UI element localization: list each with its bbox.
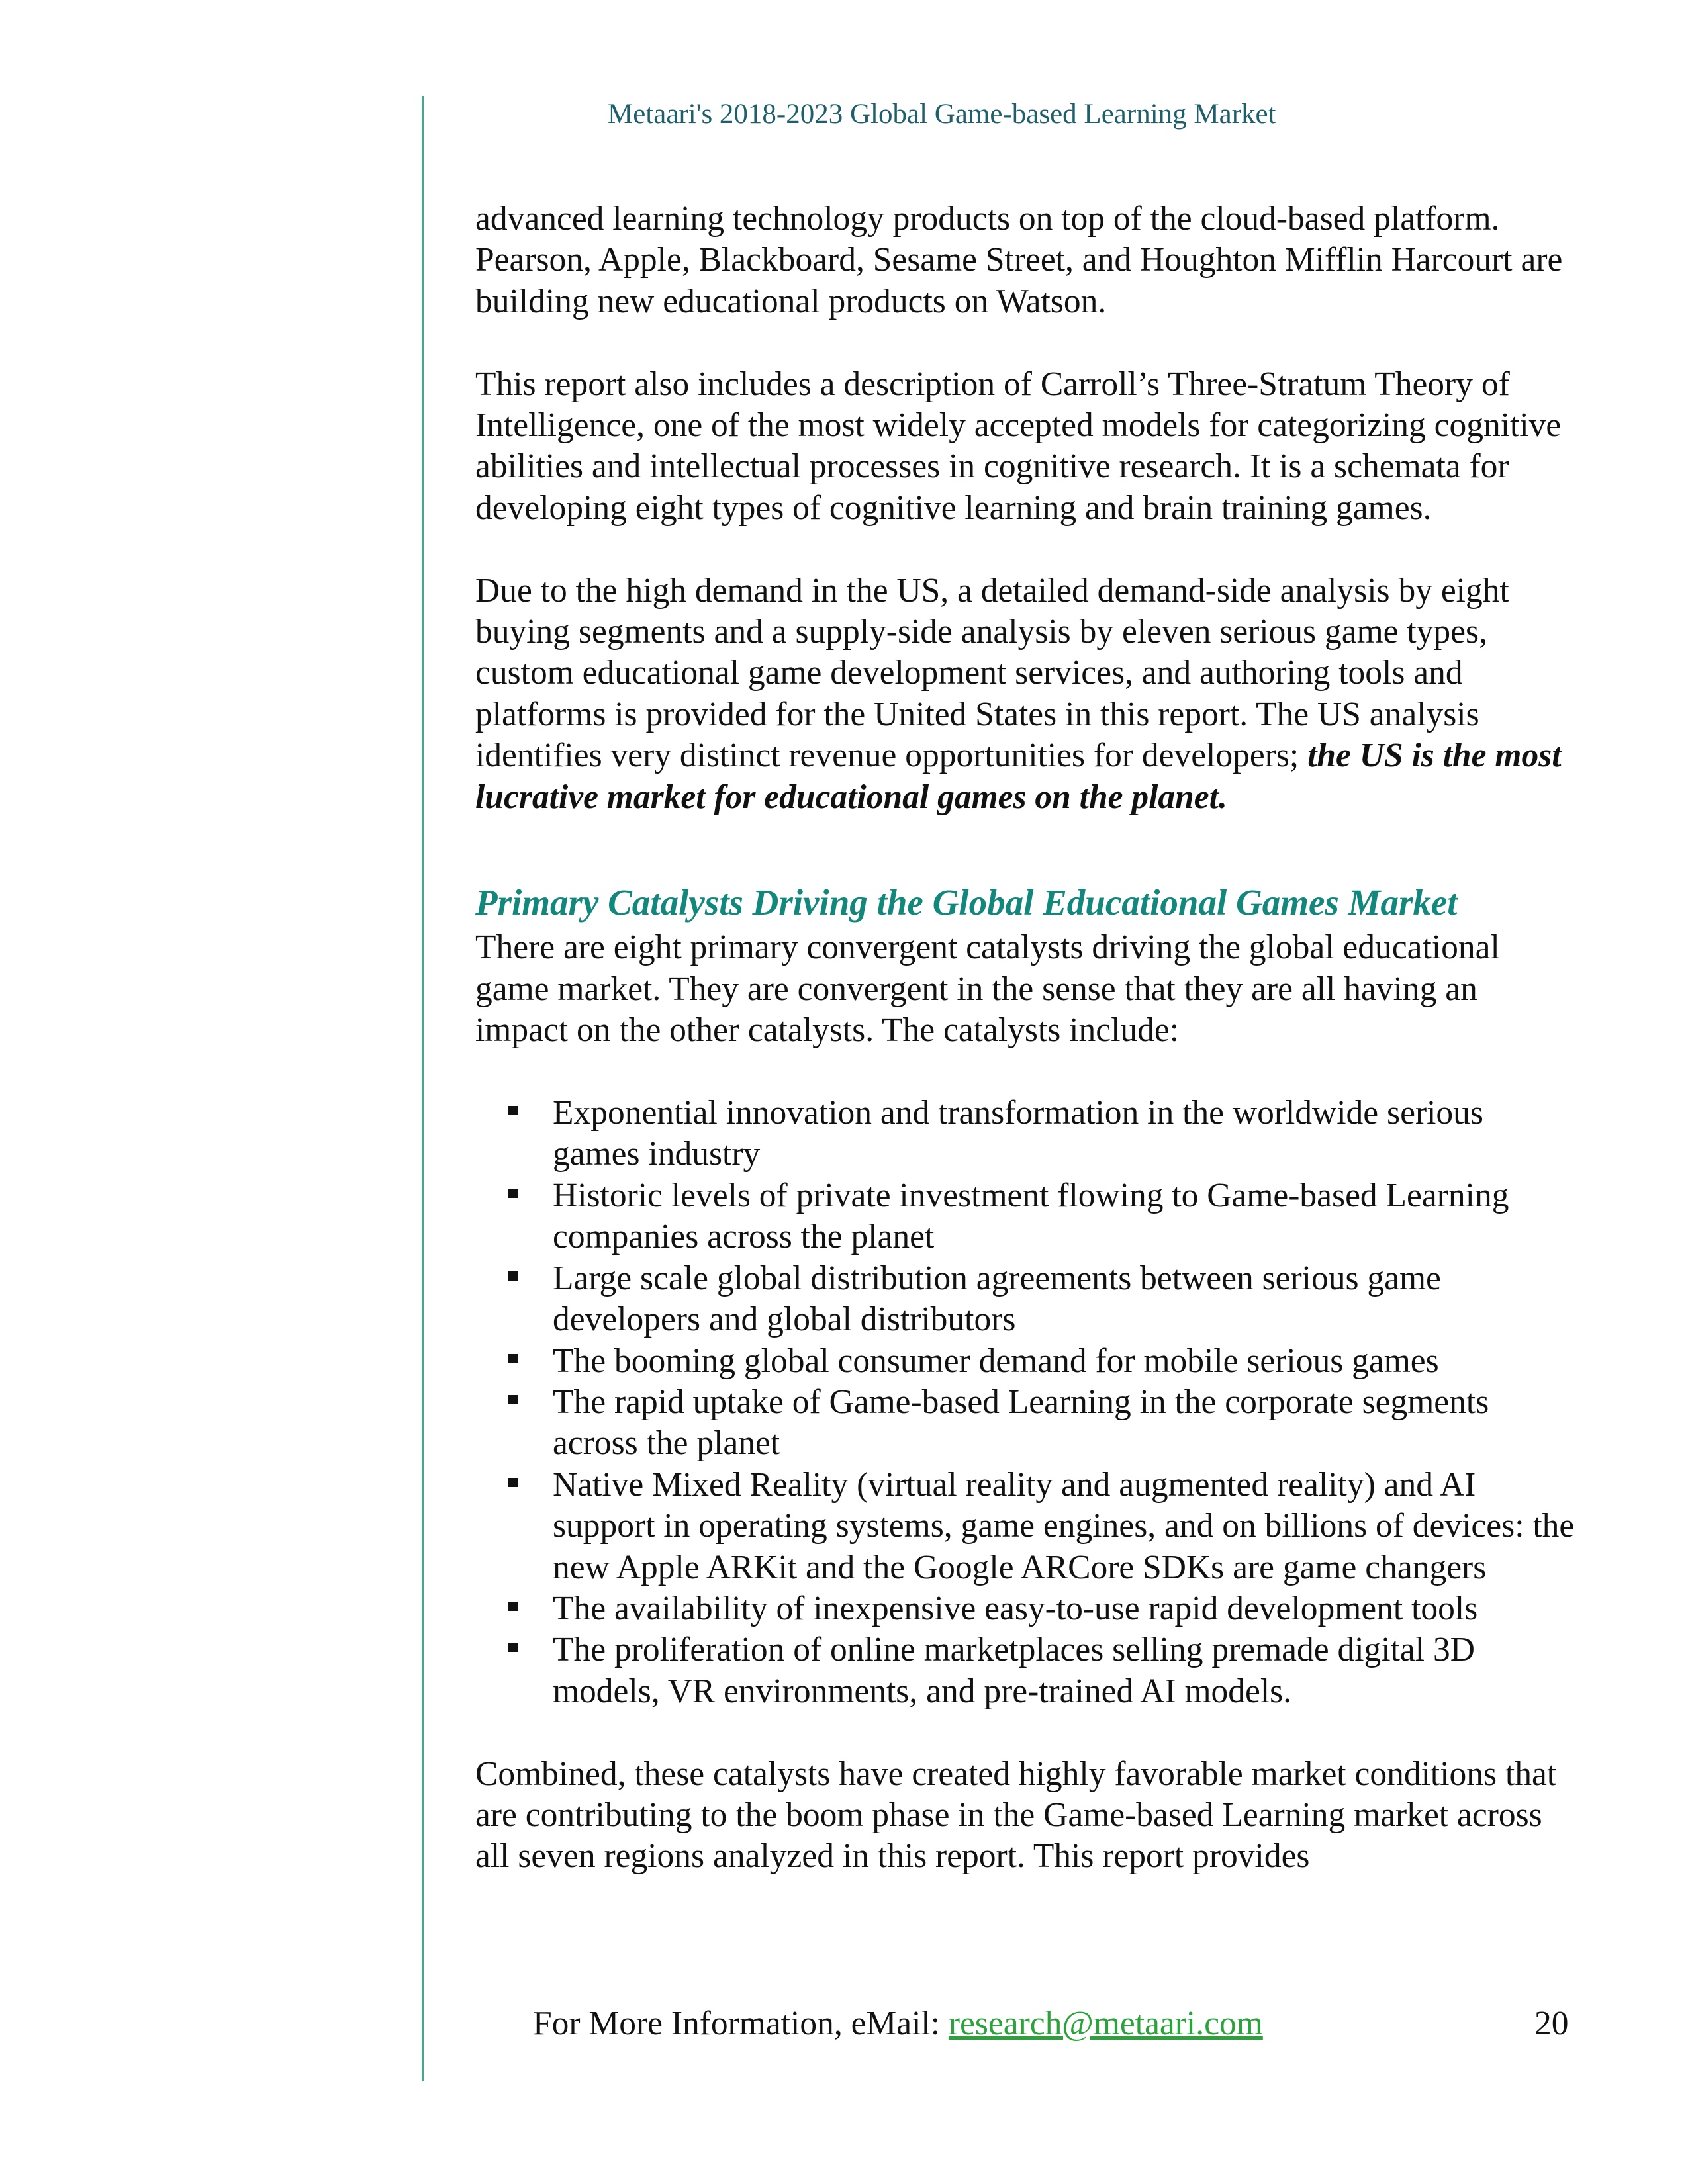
page-number: 20 [1534, 2005, 1569, 2042]
square-bullet-icon [508, 1106, 518, 1115]
email-link[interactable]: research@metaari.com [948, 2005, 1263, 2042]
square-bullet-icon [508, 1643, 518, 1652]
catalyst-list [475, 1093, 1577, 1712]
list-item-text: Native Mixed Reality (virtual reality and augmented reality) and AI support in operating systems, game engines, and on billions of devices: the new Apple ARKit and the Google ARCore SDKs are game changers [553, 1465, 1575, 1586]
running-header: Metaari's 2018-2023 Global Game-based Learning Market [608, 99, 1276, 130]
paragraph-us-analysis [475, 570, 1577, 818]
square-bullet-icon [508, 1189, 518, 1198]
square-bullet-icon [508, 1602, 518, 1611]
paragraph-combined-catalysts: Combined, these catalysts have created highly favorable market conditions that are contributing to the boom phase in the Game-based Learning market across all seven regions analyzed in this report. This report provides [475, 1754, 1557, 1876]
list-item [475, 1588, 1577, 1629]
list-item [475, 1465, 1577, 1588]
list-item-text: The rapid uptake of Game-based Learning in the corporate segments across the planet [553, 1383, 1489, 1463]
list-item-text: The proliferation of online marketplaces selling premade digital 3D models, VR environments, and pre-trained AI models. [553, 1631, 1475, 1710]
us-analysis-text: Due to the high demand in the US, a detailed demand-side analysis by eight buying segments and a supply-side analysis by eleven serious game types, custom educational game development services, and authoring tools and platforms is provided for the United States in this report. The US analysis identifies very distinct revenue opportunities for developers; [475, 571, 1509, 775]
paragraph-catalysts-intro: There are eight primary convergent catalysts driving the global educational game market. They are convergent in the sense that they are all having an impact on the other catalysts. The catalysts include: [475, 929, 1500, 1050]
square-bullet-icon [508, 1395, 518, 1404]
list-item [475, 1341, 1577, 1382]
list-item-text: Large scale global distribution agreements between serious game developers and global distributors [553, 1259, 1441, 1339]
us-analysis-emphasis: the US is the most lucrative market for educational games on the planet. [475, 737, 1562, 816]
square-bullet-icon [508, 1271, 518, 1281]
list-item [475, 1258, 1577, 1341]
page-content [475, 199, 1577, 1878]
list-item-text: Exponential innovation and transformation in the worldwide serious games industry [553, 1094, 1483, 1173]
paragraph-watson: advanced learning technology products on top of the cloud-based platform. Pearson, Apple, Blackboard, Sesame Street, and Houghton Mifflin Harcourt are building new educational products on Watson. [475, 200, 1563, 320]
list-item [475, 1629, 1577, 1712]
list-item [475, 1093, 1577, 1175]
list-item-text: Historic levels of private investment flowing to Game-based Learning companies across the planet [553, 1176, 1509, 1256]
section-heading: Primary Catalysts Driving the Global Educational Games Market [475, 882, 1458, 923]
list-item-text: The booming global consumer demand for mobile serious games [553, 1342, 1439, 1380]
footer-label: For More Information, eMail: [533, 2005, 941, 2042]
paragraph-carroll-theory: This report also includes a description of Carroll’s Three-Stratum Theory of Intelligence, one of the most widely accepted models for categorizing cognitive abilities and intellectual processes in cognitive research. It is a schemata for developing eight types of cognitive learning and brain training games. [475, 365, 1562, 527]
list-item [475, 1382, 1577, 1465]
list-item-text: The availability of inexpensive easy-to-use rapid development tools [553, 1589, 1478, 1627]
square-bullet-icon [508, 1478, 518, 1487]
left-margin-rule [422, 96, 424, 2081]
square-bullet-icon [508, 1354, 518, 1363]
page-footer [533, 2004, 1263, 2043]
list-item [475, 1175, 1577, 1258]
